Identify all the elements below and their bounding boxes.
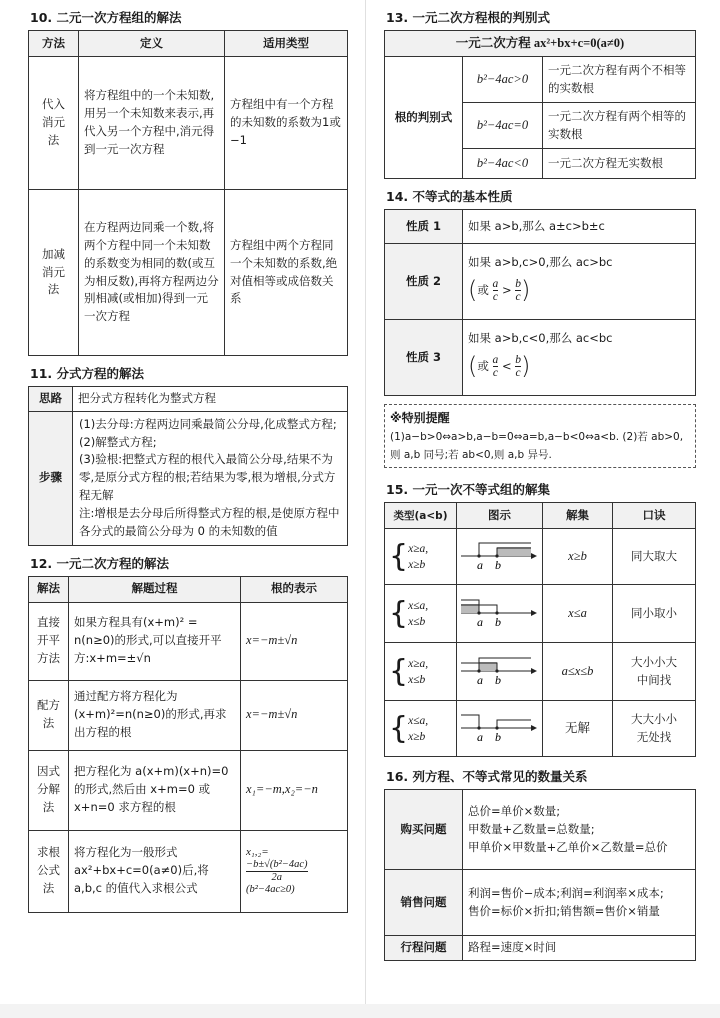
inequality-system [408,598,428,630]
method-cell: 代入消元法 [29,57,79,190]
inequality-system [408,656,428,688]
right-column [384,6,696,961]
axis-arrow [531,553,537,559]
section-12-table [28,576,348,913]
col-header-diagram: 图示 [457,503,543,529]
process-cell: 把方程化为 a(x+m)(x+n)=0 的形式,然后由 x+m=0 或 x+n=0 求方程的根 [69,750,241,830]
col-header-root: 根的表示 [241,576,348,602]
col-header-method: 解法 [29,576,69,602]
alt-prefix: 或 [477,283,489,298]
property-label: 性质 3 [385,320,463,396]
col-header-process: 解题过程 [69,576,241,602]
root-cell: x₁=−m,x₂=−n [241,750,348,830]
property-alt [468,348,690,385]
table-row [385,585,696,643]
property-cell [463,244,696,320]
section-15-title: 15. 一元一次不等式组的解集 [386,482,550,498]
fraction [493,354,499,380]
label-b: b [494,558,501,573]
condition-cell: b²−4ac>0 [463,57,543,103]
diagram-cell [457,529,543,585]
label-b: b [494,673,501,688]
solution-cell: x≥b [543,529,613,585]
step-note: 注:增根是去分母后所得整式方程的根,是使原方程中各分式的最简公分母为 0 的未知数的值 [79,505,340,538]
property-cell [463,320,696,396]
diagram-cell [457,643,543,701]
section-14-title: 14. 不等式的基本性质 [386,189,513,205]
inequality-system [408,541,428,573]
number-line-diagram [461,706,539,746]
brace-icon: { [389,595,409,631]
table-row [29,387,348,412]
relation-cell [463,790,696,870]
relation-cell [463,870,696,936]
relation-line: 售价=标价×折扣;销售额=售价×销量 [468,903,660,918]
step-item: (2)解整式方程; [79,434,157,449]
idea-text: 把分式方程转化为整式方程 [73,387,348,412]
section-16-table [384,789,696,961]
condition-cell: b²−4ac<0 [463,149,543,179]
page-footer-bar [0,1004,720,1018]
table-row [29,750,348,830]
brace-icon: { [389,538,409,574]
paren-right: ) [520,352,531,381]
label-b: b [494,615,501,630]
solution-cell: x≤a [543,585,613,643]
section-11-title: 11. 分式方程的解法 [30,366,144,381]
axis-arrow [531,610,537,616]
frac-den: c [492,291,498,304]
steps-label: 步骤 [29,411,73,545]
property-label: 性质 1 [385,210,463,244]
section-11-table [28,386,348,546]
col-header-solution: 解集 [543,503,613,529]
table-row [385,936,696,961]
alt-operator: > [501,283,512,298]
idea-label: 思路 [29,387,73,412]
table-row [29,602,348,680]
table-row [385,320,696,396]
section-13-title: 13. 一元二次方程根的判别式 [386,10,550,25]
process-cell: 将方程化为一般形式 ax²+bx+c=0(a≠0)后,将 a,b,c 的值代入求根公式 [69,830,241,912]
table-row [29,830,348,912]
label-b: b [494,730,501,745]
root-cell: x=−m±√n [241,680,348,750]
method-cell: 加减消元法 [29,190,79,356]
result-cell: 一元二次方程有两个相等的实数根 [543,103,696,149]
brace-icon: { [389,710,409,746]
table-row [385,244,696,320]
section-14-table [384,209,696,396]
system-cell [385,529,457,585]
table-row [385,790,696,870]
relation-line: 路程=速度×时间 [468,940,557,955]
frac-den: c [515,367,521,380]
number-line-diagram [461,534,539,574]
type-cell: 方程组中两个方程同一个未知数的系数,绝对值相等或成倍数关系 [225,190,348,356]
root-formula [246,859,308,883]
rule-cell: 同小取小 [613,585,696,643]
problem-label: 购买问题 [385,790,463,870]
root-condition: (b²−4ac≥0) [246,884,295,896]
property-text: 如果 a>b,c<0,那么 ac<bc [468,331,613,346]
property-label: 性质 2 [385,244,463,320]
definition-cell: 在方程两边同乘一个数,将两个方程中同一个未知数的系数变为相同的数(或互为相反数),再将方程两边分别相减(或相加)得到一元一次方程 [79,190,225,356]
system-cell [385,643,457,701]
root-numerator: −b±√(b²−4ac) [246,859,308,871]
process-cell: 通过配方将方程化为(x+m)²=n(n≥0)的形式,再求出方程的根 [69,680,241,750]
section-15-table [384,502,696,757]
inequality-2: x≥b [408,558,426,571]
definition-cell: 将方程组中的一个未知数,用另一个未知数来表示,再代入另一个方程中,消元得到一元一次方程 [79,57,225,190]
col-header-type: 适用类型 [225,31,348,57]
system-cell [385,701,457,757]
number-line-diagram [461,591,539,631]
table-row [29,57,348,190]
property-alt [468,272,690,309]
root-prefix: x₁,₂= [246,845,269,858]
label-a: a [476,615,483,630]
property-text: 如果 a>b,c>0,那么 ac>bc [468,255,613,270]
ray-b [497,720,531,728]
table-row [385,870,696,936]
method-cell: 求根公式法 [29,830,69,912]
frac-num: b [515,353,521,366]
result-cell: 一元二次方程无实数根 [543,149,696,179]
paren-left: ( [468,276,478,305]
inequality-1: x≤a, [408,599,429,612]
number-line-diagram [461,649,539,689]
solution-cell: 无解 [543,701,613,757]
axis-arrow [531,725,537,731]
relation-line: 甲单价×甲数量+乙单价×乙数量=总价 [468,839,668,854]
type-cell: 方程组中有一个方程的未知数的系数为1或−1 [225,57,348,190]
section-10-table [28,30,348,356]
rule-cell: 大大小小无处找 [613,701,696,757]
discriminant-header: 一元二次方程 ax²+bx+c=0(a≠0) [385,31,696,57]
label-a: a [476,673,483,688]
result-cell: 一元二次方程有两个不相等的实数根 [543,57,696,103]
root-cell [241,830,348,912]
section-10-title: 10. 二元一次方程组的解法 [30,10,182,25]
solution-cell: a≤x≤b [543,643,613,701]
step-item: (1)去分母:方程两边同乘最简公分母,化成整式方程; [79,416,337,431]
col-header-rule: 口诀 [613,503,696,529]
table-row [385,701,696,757]
inequality-2: x≤b [408,615,426,628]
axis-arrow [531,668,537,674]
frac-num: a [492,353,499,366]
col-header-method: 方法 [29,31,79,57]
rule-cell: 同大取大 [613,529,696,585]
relation-line: 利润=售价−成本;利润=利润率×成本; [468,886,664,901]
step-item: (3)验根:把整式方程的根代入最简公分母,结果不为零,是原分式方程的根;若结果为零,根为增根,分式方程无解 [79,452,336,503]
paren-right: ) [520,276,531,305]
method-cell: 配方法 [29,680,69,750]
brace-icon: { [389,653,409,689]
frac-den: c [492,367,498,380]
special-reminder [384,404,696,468]
section-12-title: 12. 一元二次方程的解法 [30,555,169,571]
condition-cell: b²−4ac=0 [463,103,543,149]
inequality-1: x≥a, [408,657,429,670]
problem-label: 销售问题 [385,870,463,936]
label-a: a [476,730,483,745]
steps-cell [73,411,348,545]
relation-line: 甲数量+乙数量=总数量; [468,822,595,837]
alt-operator: < [501,359,512,374]
frac-num: b [515,277,521,290]
table-row [385,643,696,701]
alt-prefix: 或 [477,359,489,374]
diagram-cell [457,585,543,643]
problem-label: 行程问题 [385,936,463,961]
paren-left: ( [468,352,478,381]
process-cell: 如果方程具有(x+m)² = n(n≥0)的形式,可以直接开平方:x+m=±√n [69,602,241,680]
diagram-cell [457,701,543,757]
frac-num: a [492,277,499,290]
table-row [29,190,348,356]
discriminant-label: 根的判别式 [385,57,463,179]
column-divider [365,0,366,1018]
left-column [28,6,348,913]
inequality-1: x≤a, [408,714,429,727]
ray-a [461,715,479,728]
root-cell: x=−m±√n [241,602,348,680]
frac-den: c [515,291,521,304]
system-cell [385,585,457,643]
root-denominator: 2a [271,871,282,883]
rule-cell: 大小小大中间找 [613,643,696,701]
relation-cell [463,936,696,961]
inequality-system [408,713,428,745]
col-header-definition: 定义 [79,31,225,57]
table-row [385,57,696,103]
reminder-title: ※特别提醒 [390,411,450,426]
fraction [493,278,499,304]
method-cell: 直接开平方法 [29,602,69,680]
section-16-title: 16. 列方程、不等式常见的数量关系 [386,769,588,785]
relation-line: 总价=单价×数量; [468,804,561,819]
col-header-type: 类型(a<b) [385,503,457,529]
inequality-1: x≥a, [408,542,429,555]
reminder-text: (1)a−b>0⇔a>b,a−b=0⇔a=b,a−b<0⇔a<b. (2)若 ab>0,则 a,b 同号;若 ab<0,则 a,b 异号. [390,430,684,461]
section-13-table [384,30,696,179]
table-row [385,529,696,585]
table-row [29,411,348,545]
table-row [385,210,696,244]
label-a: a [476,558,483,573]
table-row [29,680,348,750]
inequality-2: x≤b [408,673,426,686]
property-text: 如果 a>b,那么 a±c>b±c [463,210,696,244]
inequality-2: x≥b [408,730,426,743]
method-cell: 因式分解法 [29,750,69,830]
